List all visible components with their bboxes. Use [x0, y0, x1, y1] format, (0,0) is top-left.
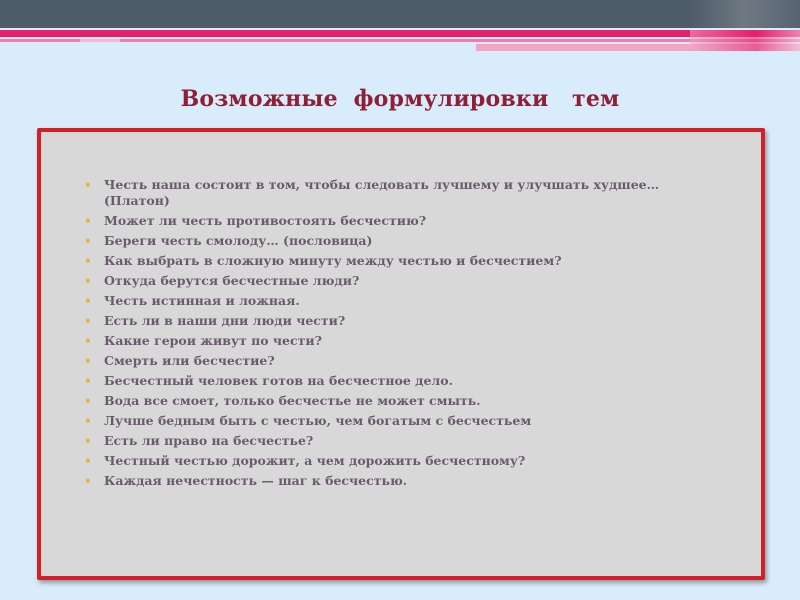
bullet-icon: • [84, 234, 92, 248]
list-item [84, 293, 724, 309]
list-item-text: Вода все смоет, только бесчестье не может смыть. [104, 393, 481, 408]
bullet-icon: • [84, 314, 92, 328]
list-item-text: Как выбрать в сложную минуту между честью и бесчестием? [104, 253, 562, 268]
list-item-text: Откуда берутся бесчестные люди? [104, 273, 360, 288]
list-item-text: Какие герои живут по чести? [104, 333, 322, 348]
bullet-icon: • [84, 414, 92, 428]
list-item-text: Может ли честь противостоять бесчестию? [104, 213, 427, 228]
list-item-text: Есть ли в наши дни люди чести? [104, 313, 346, 328]
bullet-icon: • [84, 214, 92, 228]
list-item [84, 253, 724, 269]
list-item [84, 313, 724, 329]
bullet-icon: • [84, 434, 92, 448]
bullet-icon: • [84, 334, 92, 348]
list-item-text: Честь наша состоит в том, чтобы следовать лучшему и улучшать худшее… (Платон) [104, 177, 660, 208]
decor-stripe-main [0, 30, 800, 37]
list-item [84, 453, 724, 469]
slide-top-bar [0, 0, 800, 28]
bullet-icon: • [84, 254, 92, 268]
list-item [84, 273, 724, 289]
bullet-icon: • [84, 354, 92, 368]
bullet-icon: • [84, 474, 92, 488]
list-item [84, 213, 724, 229]
list-item-text: Лучше бедным быть с честью, чем богатым с бесчестьем [104, 413, 532, 428]
bullet-icon: • [84, 294, 92, 308]
list-item [84, 393, 724, 409]
bullet-icon: • [84, 274, 92, 288]
bullet-icon: • [84, 454, 92, 468]
list-item [84, 177, 724, 209]
slide-title: Возможные формулировки тем [180, 86, 620, 112]
content-frame [37, 128, 765, 580]
list-item [84, 333, 724, 349]
list-item-text: Смерть или бесчестие? [104, 353, 275, 368]
decor-stripe-fade [690, 30, 800, 51]
topic-list [84, 177, 724, 493]
list-item-text: Честь истинная и ложная. [104, 293, 300, 308]
list-item-text: Бесчестный человек готов на бесчестное дело. [104, 373, 453, 388]
decor-stripe-thin [0, 39, 800, 42]
list-item-text: Каждая нечестность — шаг к бесчестью. [104, 473, 408, 488]
list-item [84, 233, 724, 249]
list-item-text: Честный честью дорожит, а чем дорожить бесчестному? [104, 453, 526, 468]
top-bar-highlight [690, 0, 800, 28]
list-item [84, 433, 724, 449]
list-item [84, 413, 724, 429]
list-item-text: Береги честь смолоду… (пословица) [104, 233, 373, 248]
list-item [84, 353, 724, 369]
list-item [84, 373, 724, 389]
bullet-icon: • [84, 374, 92, 388]
bullet-icon: • [84, 394, 92, 408]
list-item [84, 473, 724, 489]
list-item-text: Есть ли право на бесчестье? [104, 433, 314, 448]
bullet-icon: • [84, 178, 92, 192]
